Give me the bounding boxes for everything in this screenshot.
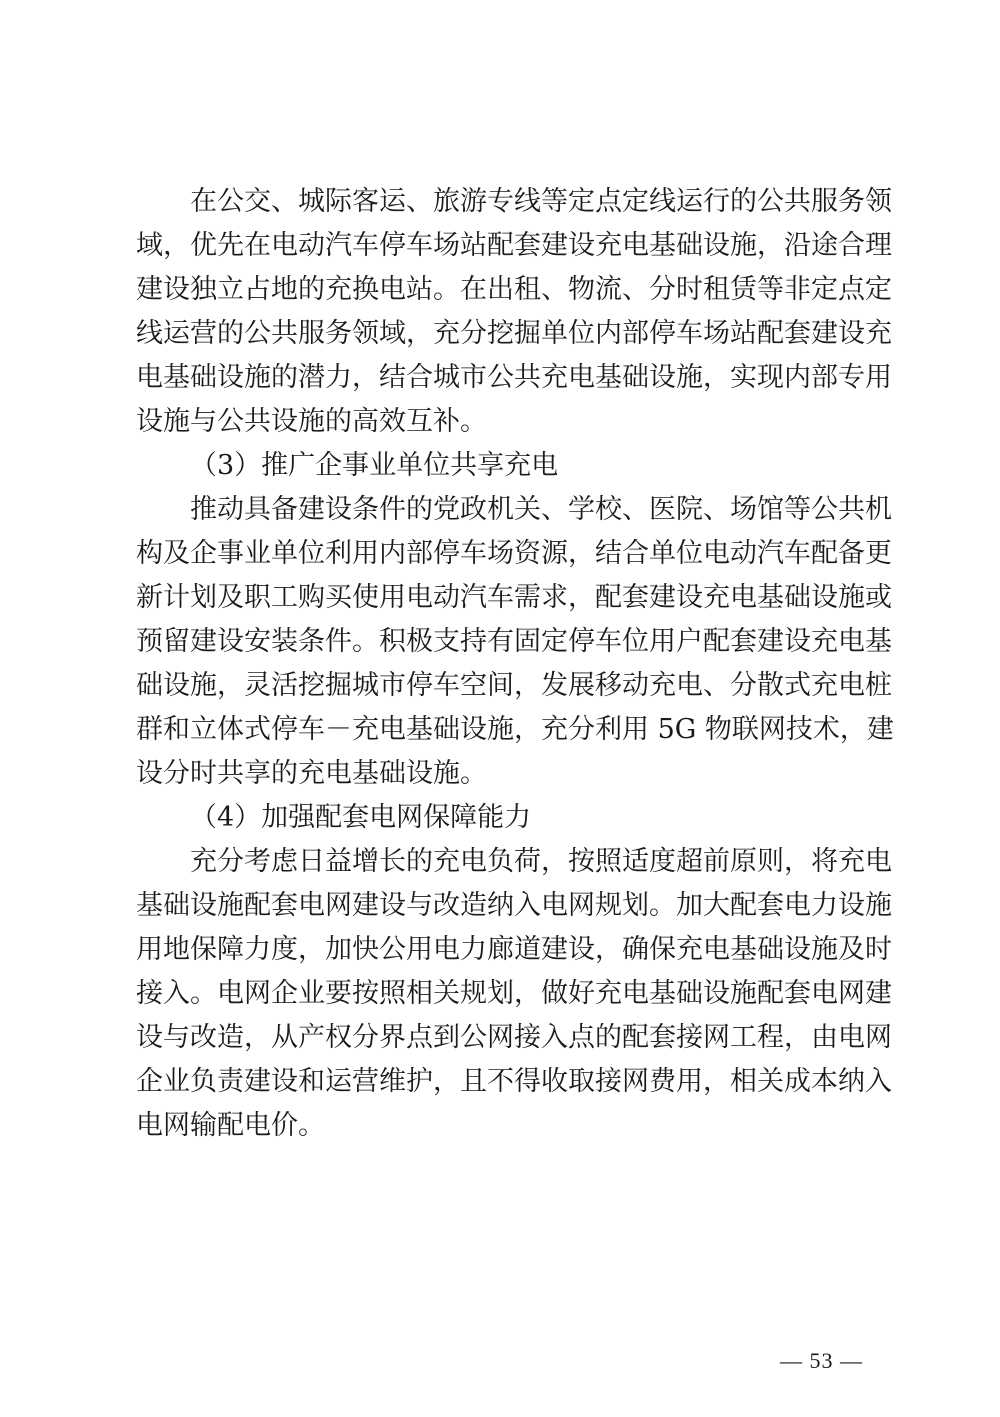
paragraph-line: 企业负责建设和运营维护，且不得收取接网费用，相关成本纳入: [136, 1066, 892, 1097]
section-heading: （4）加强配套电网保障能力: [190, 802, 532, 833]
paragraph-line: 设与改造，从产权分界点到公网接入点的配套接网工程，由电网: [136, 1022, 892, 1053]
paragraph-line: 建设独立占地的充换电站。在出租、物流、分时租赁等非定点定: [136, 274, 892, 305]
paragraph-line: 充分考虑日益增长的充电负荷，按照适度超前原则，将充电: [190, 846, 892, 877]
paragraph-line: 推动具备建设条件的党政机关、学校、医院、场馆等公共机: [190, 494, 892, 525]
paragraph-line: 基础设施配套电网建设与改造纳入电网规划。加大配套电力设施: [136, 890, 892, 921]
paragraph-line: 线运营的公共服务领域，充分挖掘单位内部停车场站配套建设充: [136, 318, 892, 349]
paragraph-line: 电网输配电价。: [136, 1110, 325, 1141]
paragraph-line: 预留建设安装条件。积极支持有固定停车位用户配套建设充电基: [136, 626, 892, 657]
document-body: [136, 180, 894, 1148]
page-number: — 53 —: [780, 1348, 863, 1373]
paragraph-line: 设施与公共设施的高效互补。: [136, 406, 487, 437]
paragraph-line: 接入。电网企业要按照相关规划，做好充电基础设施配套电网建: [136, 978, 892, 1009]
paragraph-line: 在公交、城际客运、旅游专线等定点定线运行的公共服务领: [190, 186, 892, 217]
paragraph-line: 用地保障力度，加快公用电力廊道建设，确保充电基础设施及时: [136, 934, 892, 965]
paragraph-line: 电基础设施的潜力，结合城市公共充电基础设施，实现内部专用: [136, 362, 892, 393]
section-heading: （3）推广企事业单位共享充电: [190, 450, 559, 481]
paragraph-line: 构及企事业单位利用内部停车场资源，结合单位电动汽车配备更: [136, 538, 892, 569]
paragraph-line: 新计划及职工购买使用电动汽车需求，配套建设充电基础设施或: [136, 582, 892, 613]
paragraph-line: 域，优先在电动汽车停车场站配套建设充电基础设施，沿途合理: [136, 230, 892, 261]
paragraph-line: 础设施，灵活挖掘城市停车空间，发展移动充电、分散式充电桩: [136, 670, 892, 701]
paragraph-line: 设分时共享的充电基础设施。: [136, 758, 487, 789]
paragraph-line: 群和立体式停车－充电基础设施，充分利用 5G 物联网技术，建: [136, 714, 894, 745]
